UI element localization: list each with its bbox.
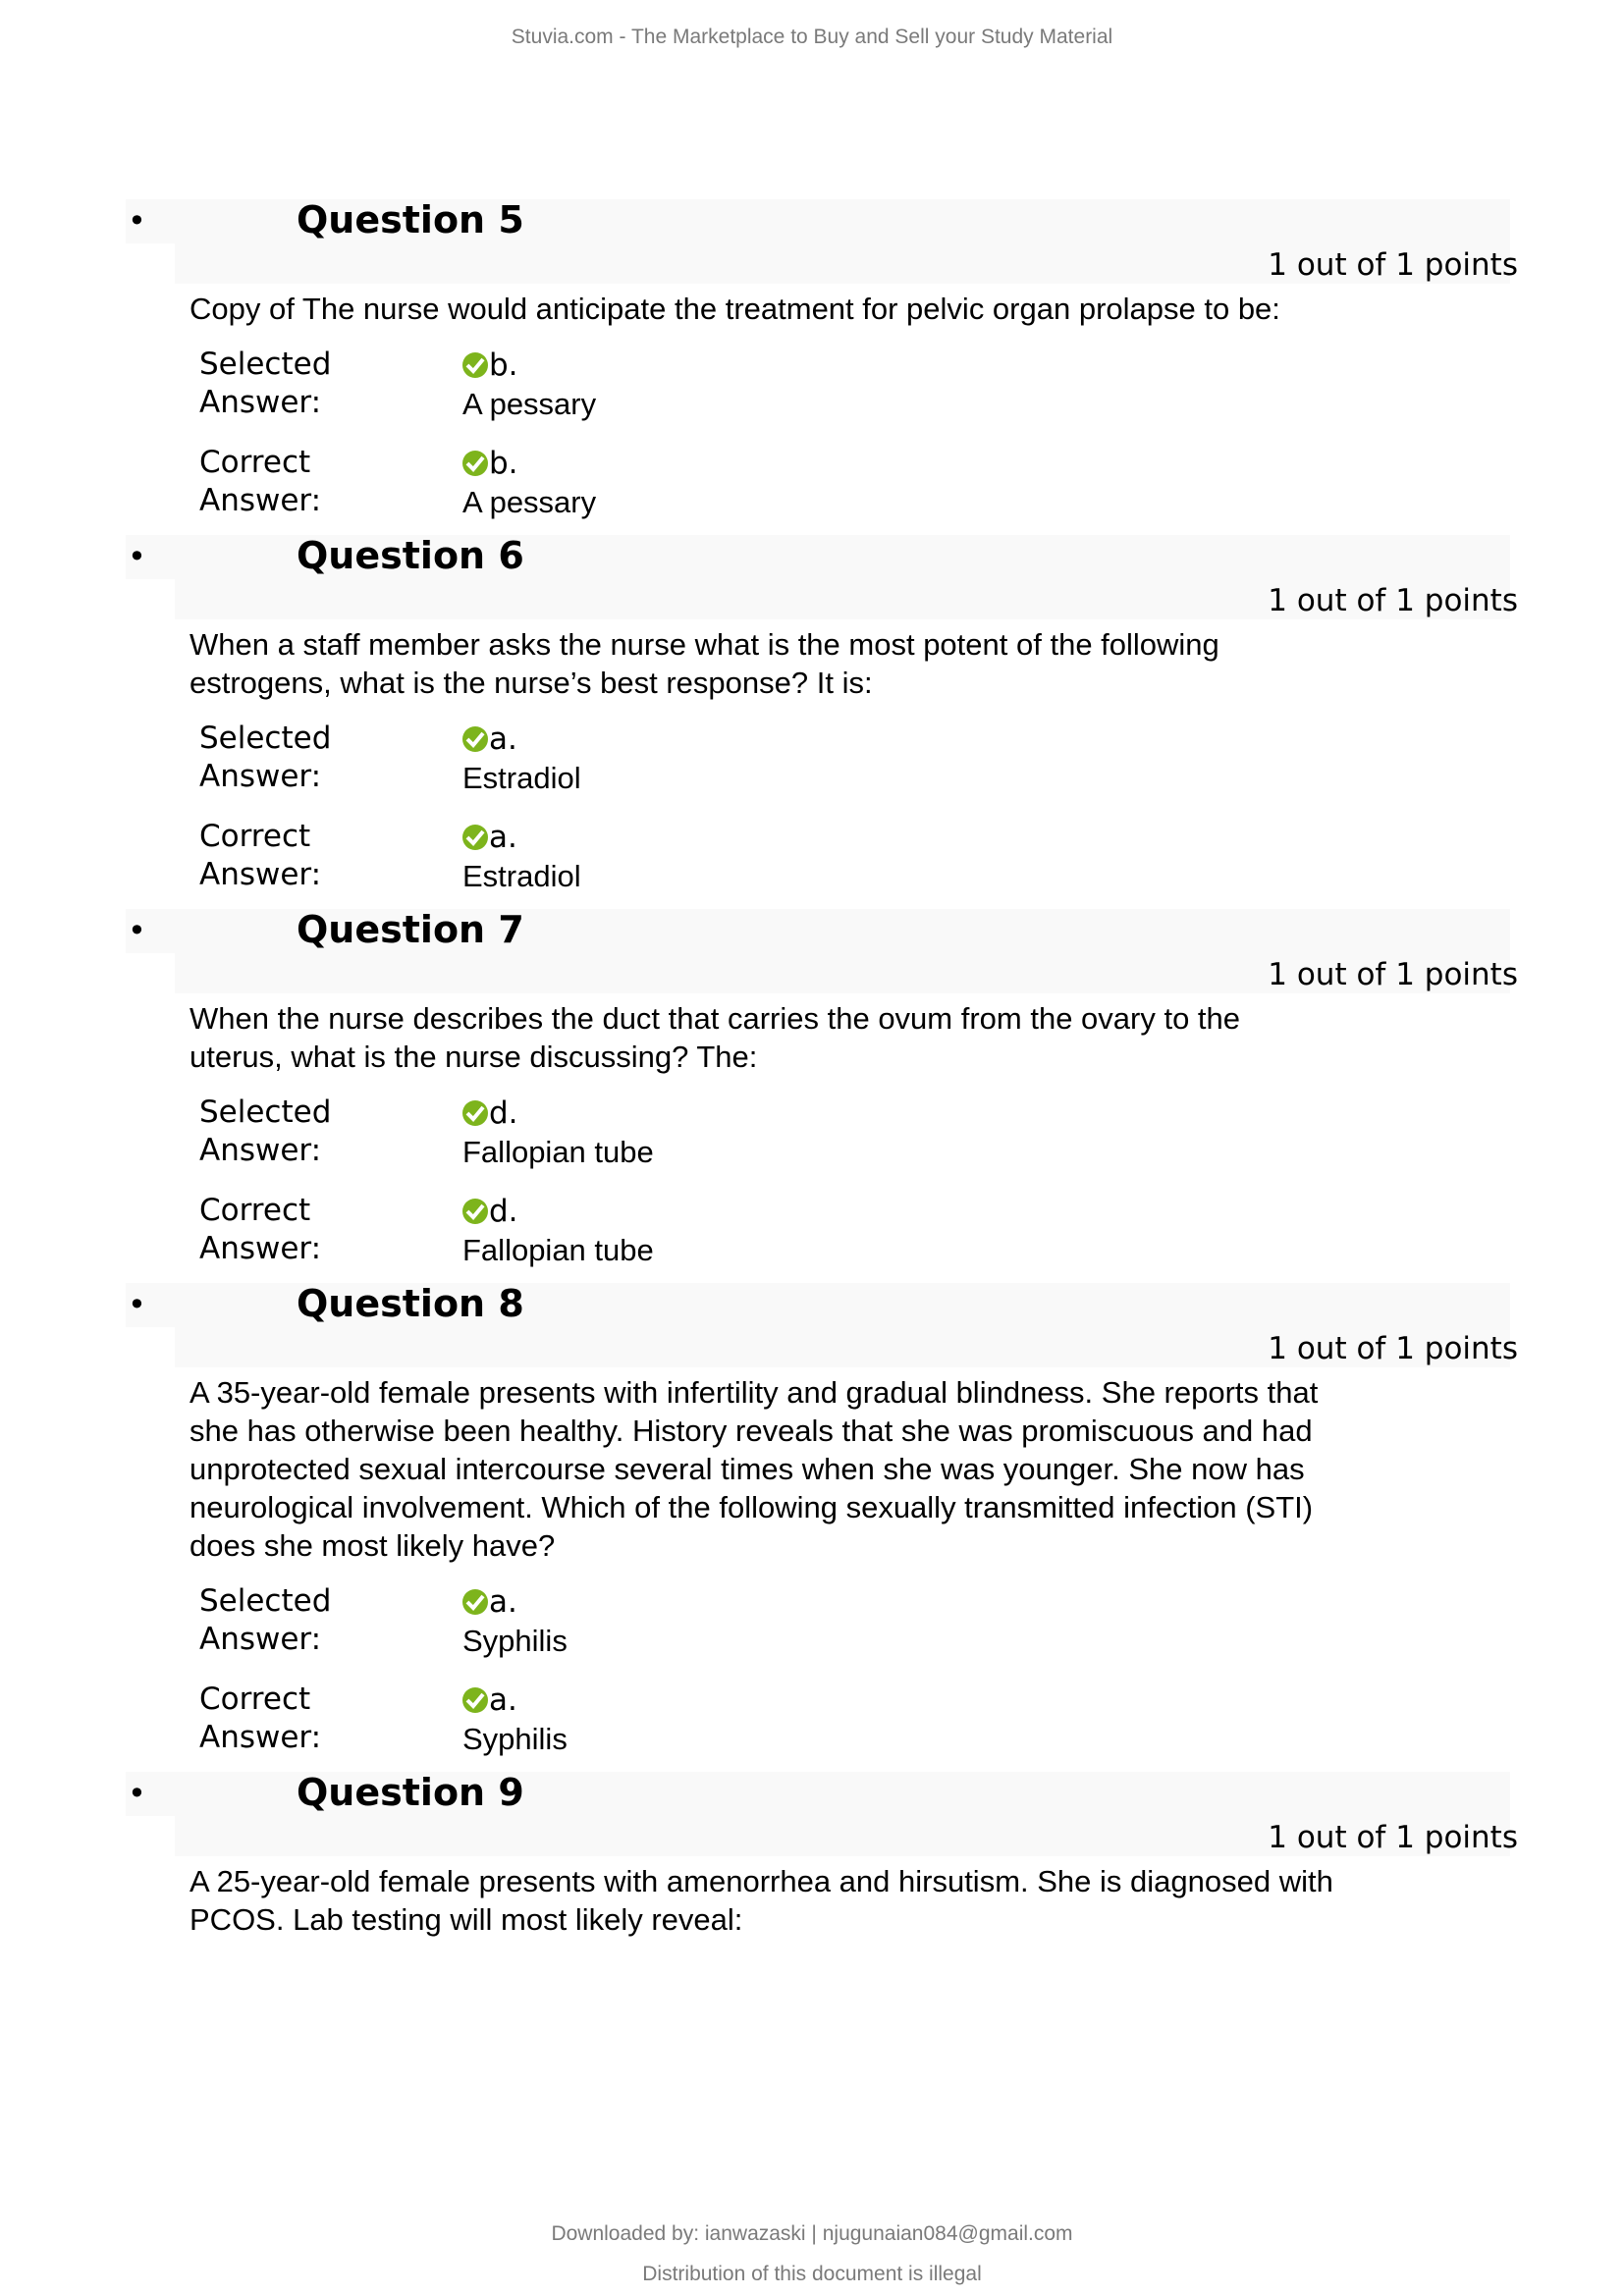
label-line: Selected bbox=[199, 721, 332, 756]
label-line: Answer: bbox=[199, 857, 322, 892]
question-text bbox=[189, 1856, 1466, 1939]
answer-table bbox=[199, 1582, 1510, 1758]
question-points-row bbox=[175, 579, 1518, 619]
correct-answer-label bbox=[199, 1192, 462, 1269]
label-line: Answer: bbox=[199, 1231, 322, 1266]
question-header bbox=[126, 909, 1510, 953]
correct-answer-row bbox=[199, 1681, 1510, 1758]
answer-table bbox=[199, 720, 1510, 895]
question-points: 1 out of 1 points bbox=[1268, 1331, 1518, 1366]
footer-distribution-notice: Distribution of this document is illegal bbox=[642, 2263, 982, 2285]
selected-answer-label bbox=[199, 1094, 462, 1171]
answer-text: Syphilis bbox=[462, 1624, 568, 1658]
question-text bbox=[189, 619, 1466, 702]
question-points-row bbox=[175, 1327, 1518, 1367]
answer-text: Fallopian tube bbox=[462, 1135, 654, 1169]
answer-text: A pessary bbox=[462, 485, 597, 519]
answer-letter: a. bbox=[489, 1584, 517, 1620]
question-title: Question 8 bbox=[297, 1282, 524, 1325]
correct-answer-value bbox=[462, 1192, 654, 1269]
check-icon bbox=[462, 1589, 488, 1615]
question-points: 1 out of 1 points bbox=[1268, 583, 1518, 618]
question-text-line: uterus, what is the nurse discussing? The: bbox=[189, 1040, 758, 1074]
question-points-row bbox=[175, 953, 1518, 993]
selected-answer-row bbox=[199, 1094, 1510, 1171]
correct-answer-value bbox=[462, 444, 596, 521]
question-header bbox=[126, 199, 1510, 243]
selected-answer-value bbox=[462, 720, 581, 797]
answer-letter: b. bbox=[489, 347, 518, 383]
answer-text: A pessary bbox=[462, 387, 597, 421]
question-text bbox=[189, 993, 1466, 1076]
correct-answer-value bbox=[462, 1681, 568, 1758]
question-text bbox=[189, 1367, 1466, 1565]
footer-downloaded-by: Downloaded by: ianwazaski | njugunaian084@gmail.com bbox=[551, 2222, 1073, 2245]
label-line: Answer: bbox=[199, 1133, 322, 1168]
answer-text: Fallopian tube bbox=[462, 1233, 654, 1267]
question-points: 1 out of 1 points bbox=[1268, 247, 1518, 283]
question-text-line: unprotected sexual intercourse several times when she was younger. She now has bbox=[189, 1452, 1305, 1486]
question-header bbox=[126, 1772, 1510, 1816]
label-line: Correct bbox=[199, 445, 311, 480]
question-item bbox=[126, 534, 1518, 909]
label-line: Selected bbox=[199, 347, 332, 382]
question-list bbox=[126, 198, 1518, 1952]
selected-answer-row bbox=[199, 346, 1510, 423]
question-text-line: estrogens, what is the nurse’s best response? It is: bbox=[189, 666, 873, 700]
check-icon bbox=[462, 451, 488, 476]
answer-letter: b. bbox=[489, 446, 518, 481]
selected-answer-row bbox=[199, 1582, 1510, 1660]
selected-answer-value bbox=[462, 1094, 654, 1171]
question-title: Question 5 bbox=[297, 198, 524, 241]
correct-answer-label bbox=[199, 818, 462, 895]
correct-answer-value bbox=[462, 818, 581, 895]
question-text-line: Copy of The nurse would anticipate the treatment for pelvic organ prolapse to be: bbox=[189, 292, 1280, 326]
label-line: Correct bbox=[199, 1682, 311, 1717]
answer-letter: d. bbox=[489, 1194, 518, 1229]
check-icon bbox=[462, 1100, 488, 1126]
check-icon bbox=[462, 352, 488, 378]
label-line: Answer: bbox=[199, 1622, 322, 1657]
question-title: Question 7 bbox=[297, 908, 524, 951]
selected-answer-label bbox=[199, 1582, 462, 1660]
selected-answer-label bbox=[199, 346, 462, 423]
correct-answer-row bbox=[199, 444, 1510, 521]
question-item bbox=[126, 908, 1518, 1283]
question-item bbox=[126, 1282, 1518, 1772]
bullet-icon: • bbox=[128, 202, 146, 240]
question-points-row bbox=[175, 1816, 1518, 1856]
label-line: Correct bbox=[199, 819, 311, 854]
bullet-icon: • bbox=[128, 912, 146, 949]
answer-table bbox=[199, 1094, 1510, 1269]
label-line: Answer: bbox=[199, 483, 322, 518]
answer-text: Estradiol bbox=[462, 761, 581, 795]
check-icon bbox=[462, 726, 488, 752]
answer-letter: a. bbox=[489, 820, 517, 855]
correct-answer-label bbox=[199, 1681, 462, 1758]
selected-answer-label bbox=[199, 720, 462, 797]
label-line: Selected bbox=[199, 1095, 332, 1130]
selected-answer-row bbox=[199, 720, 1510, 797]
label-line: Selected bbox=[199, 1583, 332, 1619]
selected-answer-value bbox=[462, 346, 596, 423]
label-line: Answer: bbox=[199, 759, 322, 794]
question-text-line: does she most likely have? bbox=[189, 1528, 556, 1563]
question-text bbox=[189, 284, 1466, 328]
question-text-line: A 25-year-old female presents with amenorrhea and hirsutism. She is diagnosed with bbox=[189, 1864, 1333, 1898]
question-text-line: A 35-year-old female presents with infertility and gradual blindness. She reports that bbox=[189, 1375, 1319, 1410]
question-title: Question 9 bbox=[297, 1771, 524, 1814]
question-text-line: When a staff member asks the nurse what is the most potent of the following bbox=[189, 627, 1219, 662]
answer-table bbox=[199, 346, 1510, 521]
question-header bbox=[126, 535, 1510, 579]
correct-answer-row bbox=[199, 1192, 1510, 1269]
check-icon bbox=[462, 825, 488, 850]
question-text-line: When the nurse describes the duct that carries the ovum from the ovary to the bbox=[189, 1001, 1241, 1036]
bullet-icon: • bbox=[128, 538, 146, 575]
answer-letter: a. bbox=[489, 1682, 517, 1718]
check-icon bbox=[462, 1687, 488, 1713]
label-line: Answer: bbox=[199, 1720, 322, 1755]
label-line: Answer: bbox=[199, 385, 322, 420]
question-title: Question 6 bbox=[297, 534, 524, 577]
answer-letter: d. bbox=[489, 1095, 518, 1131]
check-icon bbox=[462, 1199, 488, 1224]
correct-answer-row bbox=[199, 818, 1510, 895]
question-points: 1 out of 1 points bbox=[1268, 957, 1518, 992]
correct-answer-label bbox=[199, 444, 462, 521]
question-text-line: she has otherwise been healthy. History reveals that she was promiscuous and had bbox=[189, 1414, 1313, 1448]
bullet-icon: • bbox=[128, 1775, 146, 1812]
bullet-icon: • bbox=[128, 1286, 146, 1323]
question-item bbox=[126, 1771, 1518, 1952]
question-points: 1 out of 1 points bbox=[1268, 1820, 1518, 1855]
question-text-line: PCOS. Lab testing will most likely reveal: bbox=[189, 1902, 743, 1937]
label-line: Correct bbox=[199, 1193, 311, 1228]
question-header bbox=[126, 1283, 1510, 1327]
question-item bbox=[126, 198, 1518, 535]
answer-letter: a. bbox=[489, 721, 517, 757]
answer-text: Estradiol bbox=[462, 859, 581, 893]
selected-answer-value bbox=[462, 1582, 568, 1660]
question-points-row bbox=[175, 243, 1518, 284]
question-text-line: neurological involvement. Which of the following sexually transmitted infection (STI) bbox=[189, 1490, 1314, 1524]
page-header-watermark: Stuvia.com - The Marketplace to Buy and Sell your Study Material bbox=[511, 26, 1113, 48]
answer-text: Syphilis bbox=[462, 1722, 568, 1756]
